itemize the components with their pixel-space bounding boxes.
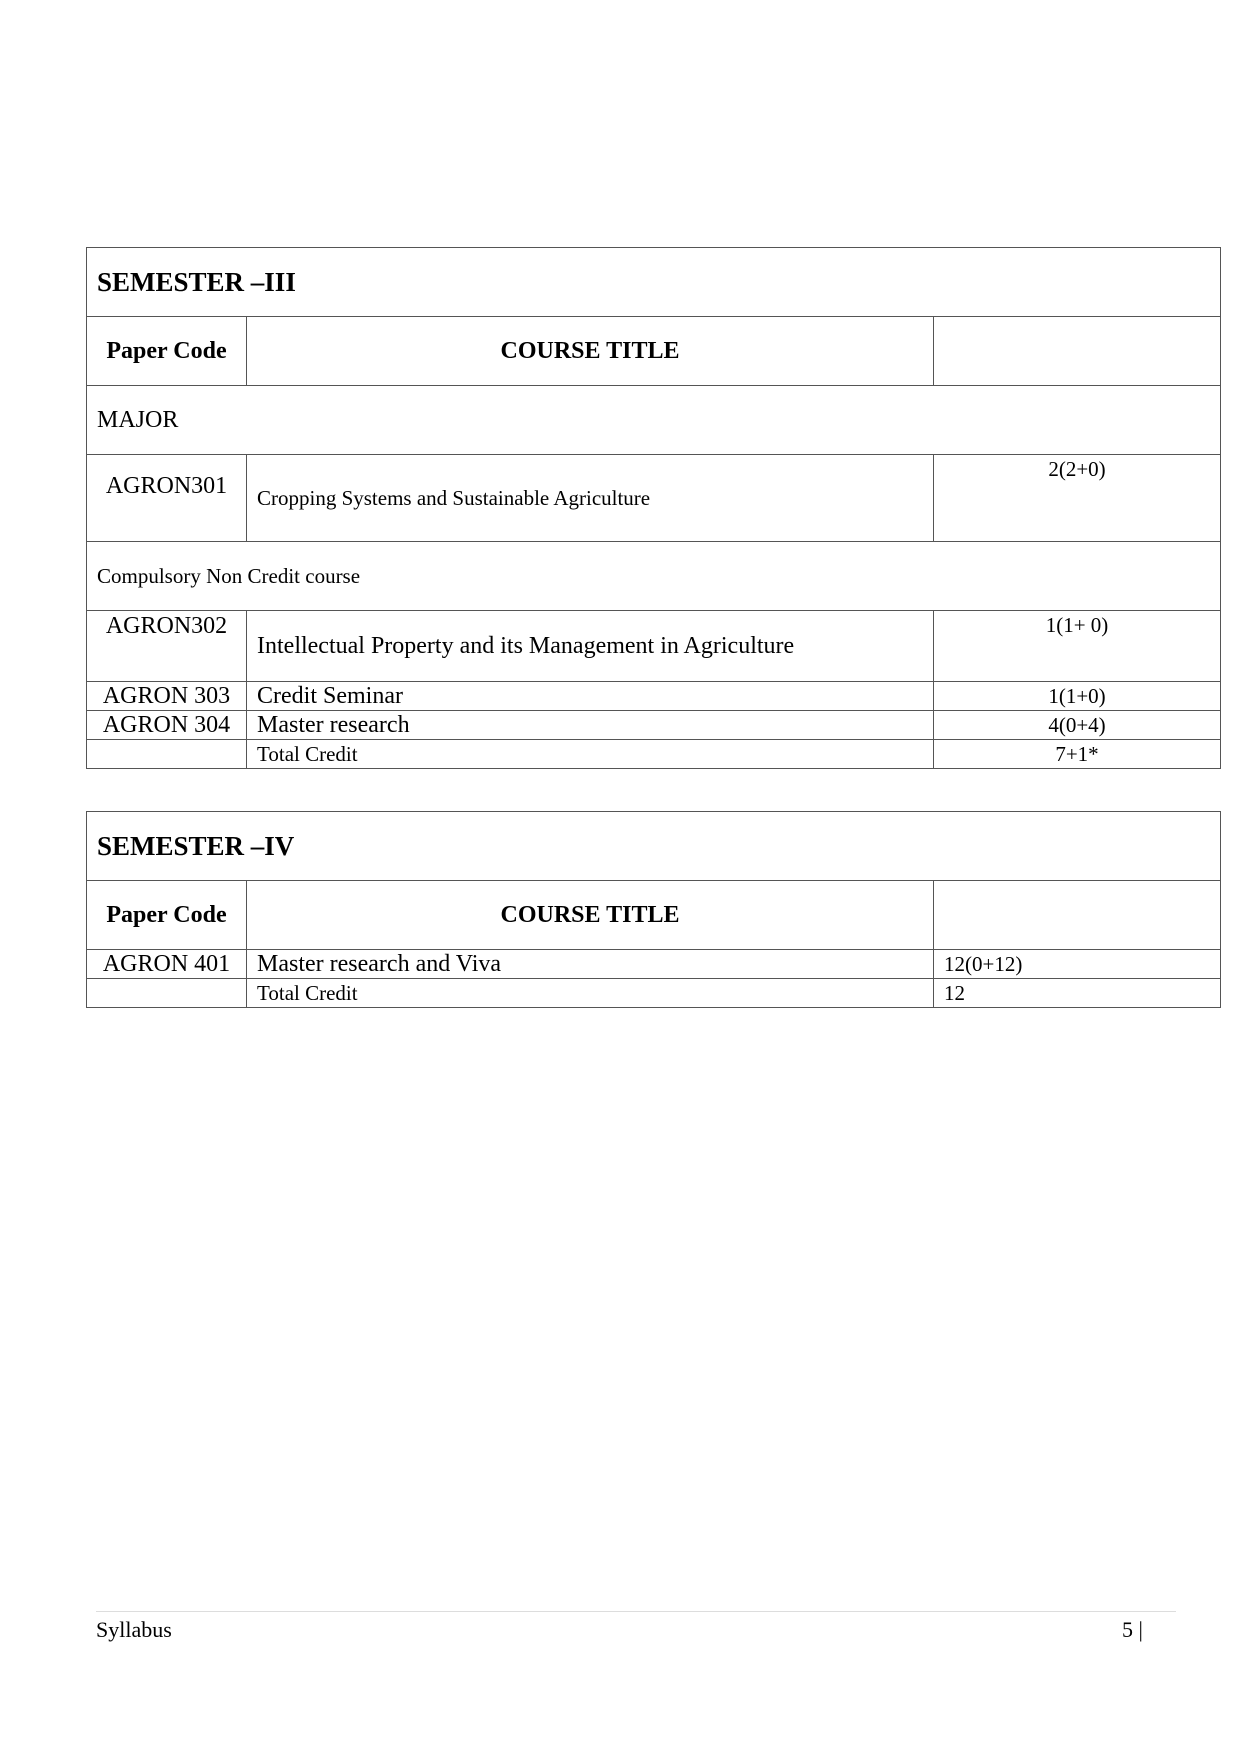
course-title: Master research and Viva bbox=[247, 950, 934, 979]
table-row bbox=[87, 682, 1221, 711]
header-course-title: COURSE TITLE bbox=[247, 881, 934, 950]
section-major-label: MAJOR bbox=[87, 386, 1221, 455]
header-credit bbox=[934, 317, 1221, 386]
credit-value: 1(1+ 0) bbox=[934, 611, 1221, 682]
total-label: Total Credit bbox=[247, 979, 934, 1008]
course-title: Intellectual Property and its Management in Agriculture bbox=[247, 611, 934, 682]
table-header bbox=[87, 881, 1221, 950]
paper-code: AGRON302 bbox=[87, 611, 247, 682]
semester-title: SEMESTER –IV bbox=[87, 812, 1221, 881]
paper-code: AGRON 303 bbox=[87, 682, 247, 711]
footer-divider bbox=[96, 1611, 1176, 1612]
total-row bbox=[87, 979, 1221, 1008]
table-row bbox=[87, 611, 1221, 682]
total-row bbox=[87, 740, 1221, 769]
course-title: Master research bbox=[247, 711, 934, 740]
footer-label: Syllabus bbox=[96, 1617, 172, 1642]
total-code bbox=[87, 979, 247, 1008]
credit-value: 12(0+12) bbox=[934, 950, 1221, 979]
course-title: Cropping Systems and Sustainable Agriculture bbox=[247, 455, 934, 542]
total-credit: 12 bbox=[934, 979, 1221, 1008]
paper-code: AGRON 401 bbox=[87, 950, 247, 979]
total-label: Total Credit bbox=[247, 740, 934, 769]
table-row bbox=[87, 455, 1221, 542]
header-paper-code: Paper Code bbox=[87, 881, 247, 950]
credit-value: 1(1+0) bbox=[934, 682, 1221, 711]
table-row bbox=[87, 950, 1221, 979]
credit-value: 4(0+4) bbox=[934, 711, 1221, 740]
credit-value: 2(2+0) bbox=[934, 455, 1221, 542]
total-credit: 7+1* bbox=[934, 740, 1221, 769]
table-header bbox=[87, 317, 1221, 386]
header-credit bbox=[934, 881, 1221, 950]
page-number: 5 | bbox=[1122, 1617, 1143, 1642]
course-title: Credit Seminar bbox=[247, 682, 934, 711]
semester-title: SEMESTER –III bbox=[87, 248, 1221, 317]
paper-code: AGRON301 bbox=[87, 455, 247, 542]
header-course-title: COURSE TITLE bbox=[247, 317, 934, 386]
section-noncredit-label: Compulsory Non Credit course bbox=[87, 542, 1221, 611]
semester-3-table bbox=[86, 247, 1221, 769]
semester-4-table bbox=[86, 811, 1221, 1008]
header-paper-code: Paper Code bbox=[87, 317, 247, 386]
table-row bbox=[87, 711, 1221, 740]
total-code bbox=[87, 740, 247, 769]
paper-code: AGRON 304 bbox=[87, 711, 247, 740]
